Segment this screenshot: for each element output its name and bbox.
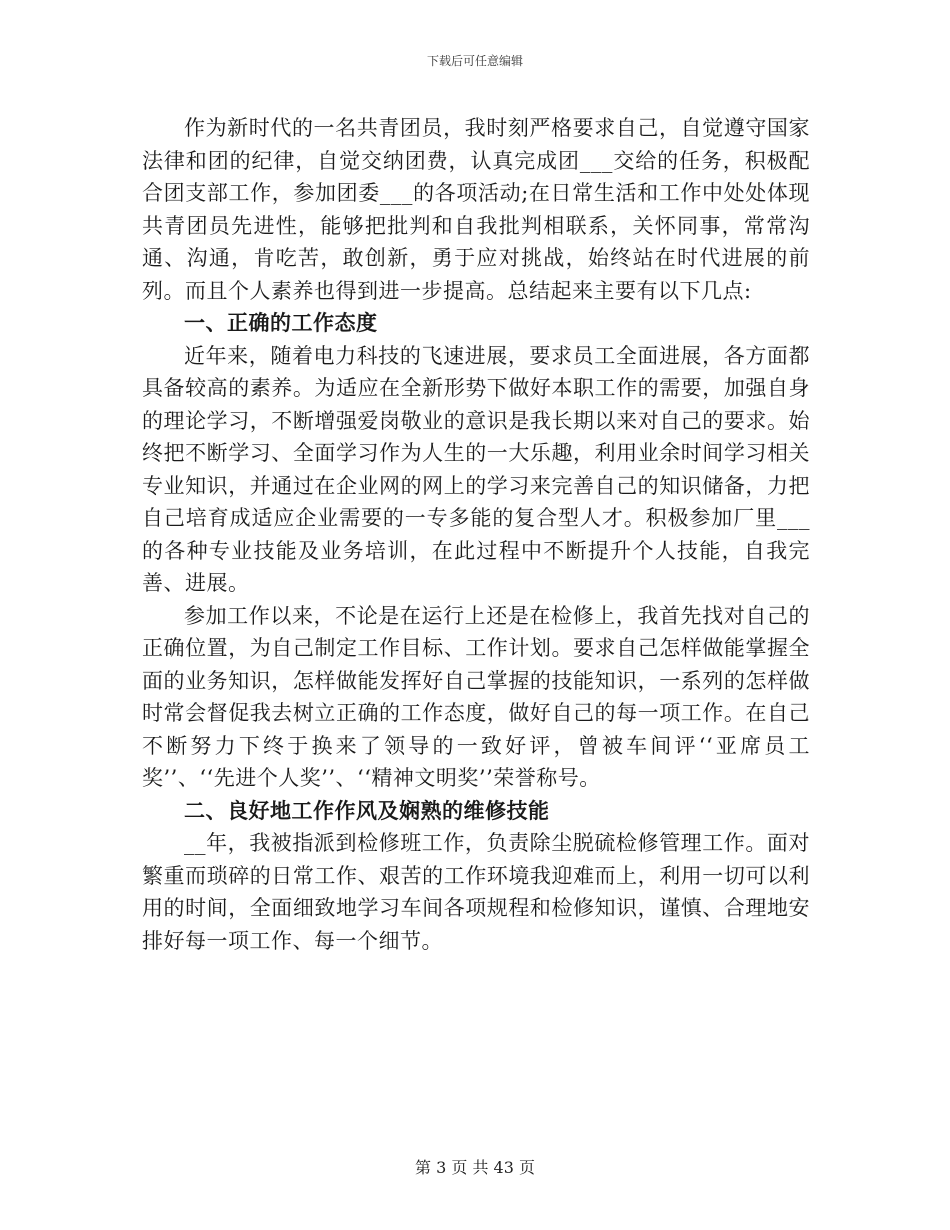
paragraph-study: 近年来，随着电力科技的飞速进展，要求员工全面进展，各方面都具备较高的素养。为适应在全新形势下做好本职工作的需要，加强自身的理论学习，不断增强爱岗敬业的意识是我长期以来对自己的要求。始终把不断学习、全面学习作为人生的一大乐趣，利用业余时间学习相关专业知识，并通过在企业网的网上的学习来完善自己的知识储备，力把自己培育成适应企业需要的一专多能的复合型人才。积极参加厂里___的各种专业技能及业务培训，在此过程中不断提升个人技能，自我完善、进展。 [142, 343, 810, 595]
document-body [142, 112, 810, 957]
page-number: 第 3 页 共 43 页 [415, 1158, 535, 1177]
paragraph-maintenance: __年，我被指派到检修班工作，负责除尘脱硫检修管理工作。面对繁重而琐碎的日常工作、艰苦的工作环境我迎难而上，利用一切可以利用的时间，全面细致地学习车间各项规程和检修知识，谨慎、合理地安排好每一项工作、每一个细节。 [142, 831, 810, 953]
paragraph-work-attitude: 参加工作以来，不论是在运行上还是在检修上，我首先找对自己的正确位置，为自己制定工作目标、工作计划。要求自己怎样做能掌握全面的业务知识，怎样做能发挥好自己掌握的技能知识，一系列的怎样做时常会督促我去树立正确的工作态度，做好自己的每一项工作。在自己不断努力下终于换来了领导的一致好评，曾被车间评‘‘亚席员工奖’’、‘‘先进个人奖’’、‘‘精神文明奖’’荣誉称号。 [142, 603, 810, 790]
header-note: 下载后可任意编辑 [426, 54, 523, 68]
paragraph-intro: 作为新时代的一名共青团员，我时刻严格要求自己，自觉遵守国家法律和团的纪律，自觉交纳团费，认真完成团___交给的任务，积极配合团支部工作，参加团委___的各项活动;在日常生活和工作中处处体现共青团员先进性，能够把批判和自我批判相联系，关怀同事，常常沟通、沟通，肯吃苦，敢创新，勇于应对挑战，始终站在时代进展的前列。而且个人素养也得到进一步提高。总结起来主要有以下几点: [142, 116, 810, 303]
section-heading-1: 一、正确的工作态度 [184, 311, 378, 335]
section-heading-2: 二、良好地工作作风及娴熟的维修技能 [184, 798, 550, 823]
